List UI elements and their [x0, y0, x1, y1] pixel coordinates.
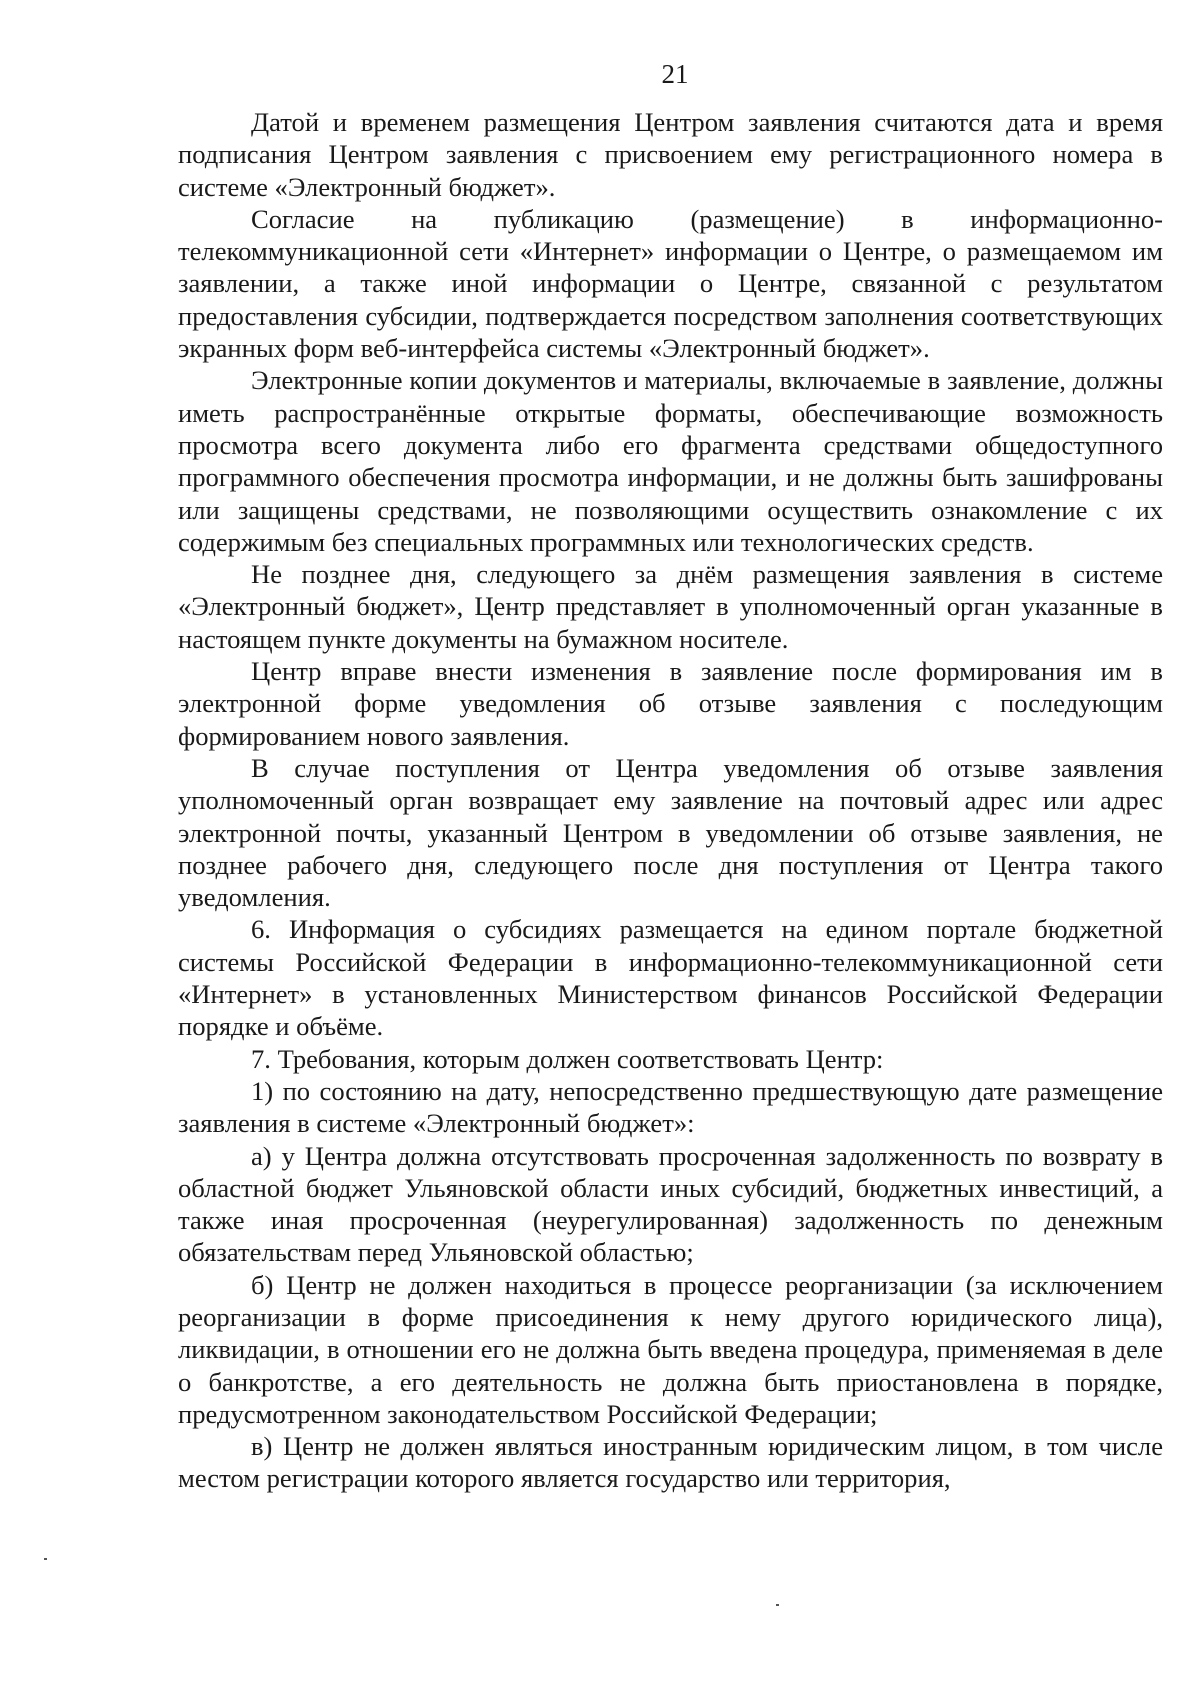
paragraph-changes: Центр вправе внести изменения в заявление после формирования им в электронной форме уведомления об отзыве заявления с последующим формированием нового заявления.	[178, 656, 1163, 751]
page-number: 21	[661, 59, 689, 89]
paragraph-subitem-a: а) у Центра должна отсутствовать просроченная задолженность по возврату в областной бюджет Ульяновской области иных субсидий, бюджетных инвестиций, а также иная просроченная (неурегулированная) задолженность по денежным обязательствам перед Ульяновской областью;	[178, 1140, 1163, 1268]
document-body	[178, 106, 1163, 1495]
paragraph-date-time: Датой и временем размещения Центром заявления считаются дата и время подписания Центром заявления с присвоением ему регистрационного номера в системе «Электронный бюджет».	[178, 107, 1163, 202]
scan-speck	[44, 1558, 47, 1560]
paragraph-paper-submission: Не позднее дня, следующего за днём размещения заявления в системе «Электронный бюджет», Центр представляет в уполномоченный орган указанные в настоящем пункте документы на бумажном носителе.	[178, 559, 1163, 654]
paragraph-item-7: 7. Требования, которым должен соответствовать Центр:	[251, 1043, 884, 1074]
paragraph-withdrawal: В случае поступления от Центра уведомления об отзыве заявления уполномоченный орган возвращает ему заявление на почтовый адрес или адрес электронной почты, указанный Центром в уведомлении об отзыве заявления, не позднее рабочего дня, следующего после дня поступления от Центра такого уведомления.	[178, 752, 1163, 913]
scan-speck	[776, 1604, 779, 1606]
paragraph-subitem-b: б) Центр не должен находиться в процессе реорганизации (за исключением реорганизации в форме присоединения к нему другого юридического лица), ликвидации, в отношении его не должна быть введена процедура, применяемая в деле о банкротстве, а его деятельность не должна быть приостановлена в порядке, предусмотренном законодательством Российской Федерации;	[178, 1269, 1163, 1429]
paragraph-publication-consent: Согласие на публикацию (размещение) в информационно-телекоммуникационной сети «Интернет» информации о Центре, о размещаемом им заявлении, а также иной информации о Центре, связанной с результатом предоставления субсидии, подтверждается посредством заполнения соответствующих экранных форм веб-интерфейса системы «Электронный бюджет».	[178, 203, 1163, 364]
paragraph-subitem-v: в) Центр не должен являться иностранным юридическим лицом, в том числе местом регистрации которого является государство или территория,	[178, 1431, 1163, 1494]
paragraph-subitem-1: 1) по состоянию на дату, непосредственно предшествующую дате размещение заявления в системе «Электронный бюджет»:	[178, 1075, 1163, 1139]
paragraph-item-6: 6. Информация о субсидиях размещается на едином портале бюджетной системы Российской Федерации в информационно-телекоммуникационной сети «Интернет» в установленных Министерством финансов Российской Федерации порядке и объёме.	[178, 914, 1163, 1042]
paragraph-electronic-copies: Электронные копии документов и материалы, включаемые в заявление, должны иметь распространённые открытые форматы, обеспечивающие возможность просмотра всего документа либо его фрагмента средствами общедоступного программного обеспечения просмотра информации, и не должны быть зашифрованы или защищены средствами, не позволяющими осуществить ознакомление с их содержимым без специальных программных или технологических средств.	[178, 365, 1163, 557]
